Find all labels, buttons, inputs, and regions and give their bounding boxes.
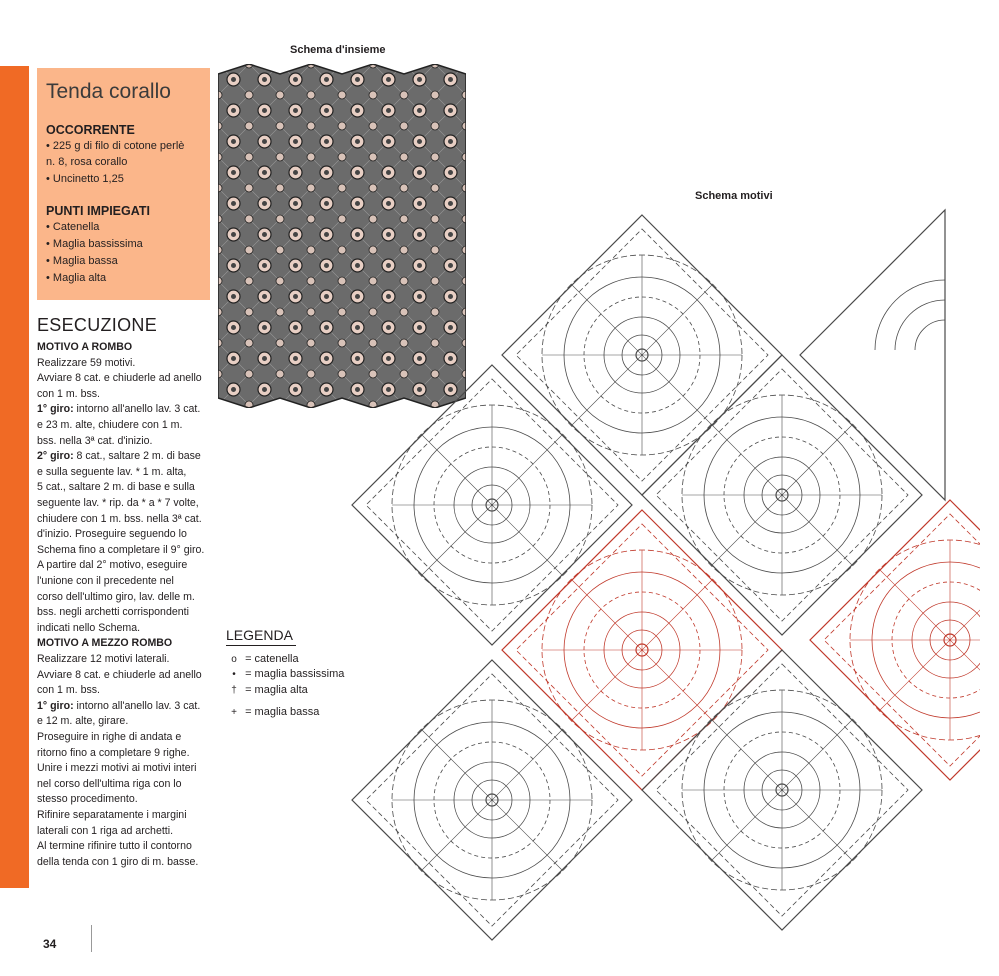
instruction-line: chiudere con 1 m. bss. nella 3ª cat.: [37, 512, 202, 525]
instruction-line: d'inizio. Proseguire seguendo lo: [37, 528, 187, 541]
double-crochet-icon: †: [231, 685, 237, 696]
legend-item: • = maglia bassissima: [226, 668, 344, 680]
instruction-line: e 23 m. alte, chiudere con 1 m.: [37, 419, 183, 431]
instruction-line: indicati nello Schema.: [37, 621, 141, 634]
single-crochet-icon: +: [231, 707, 237, 718]
instruction-line: Schema fino a completare il 9° giro.: [37, 543, 205, 556]
instruction-line: Al termine rifinire tutto il contorno: [37, 840, 192, 853]
instruction-line: 2° giro: 8 cat., saltare 2 m. di base: [37, 450, 201, 463]
legend-title: LEGENDA: [226, 627, 293, 643]
half-diamond-motif: [800, 210, 945, 500]
instruction-line: A partire dal 2° motivo, eseguire: [37, 559, 188, 572]
occorrente-line: • Uncinetto 1,25: [46, 173, 124, 185]
slip-stitch-icon: •: [232, 669, 236, 680]
instruction-line: della tenda con 1 giro di m. basse.: [37, 855, 199, 868]
instruction-line: e sulla seguente lav. * 1 m. alta,: [37, 465, 187, 478]
overview-label: Schema d'insieme: [290, 44, 386, 56]
instruction-line: e 12 m. alte, girare.: [37, 715, 129, 728]
instruction-line: bss. nella 3ª cat. d'inizio.: [37, 434, 153, 447]
instruction-line: MOTIVO A ROMBO: [37, 341, 133, 353]
instruction-line: laterali con 1 riga ad archetti.: [37, 824, 174, 837]
instruction-line: Proseguire in righe di andata e: [37, 731, 182, 743]
execution-title: ESECUZIONE: [37, 315, 158, 335]
punti-line: • Maglia bassa: [46, 255, 118, 267]
legend-item: o = catenella: [226, 653, 299, 665]
side-accent-bar: [0, 66, 29, 888]
diamond-motif-highlighted: [810, 500, 980, 780]
instruction-line: Realizzare 12 motivi laterali.: [37, 653, 170, 665]
instruction-line: stesso procedimento.: [37, 793, 138, 806]
instruction-line: con 1 m. bss.: [37, 684, 100, 697]
motifs-label: Schema motivi: [695, 190, 773, 202]
punti-heading: PUNTI IMPIEGATI: [46, 204, 150, 218]
occorrente-line: • 225 g di filo di cotone perlè: [46, 140, 185, 152]
instruction-line: Realizzare 59 motivi.: [37, 356, 136, 369]
occorrente-line: n. 8, rosa corallo: [46, 156, 128, 168]
instruction-line: MOTIVO A MEZZO ROMBO: [37, 637, 173, 650]
legend-item: + = maglia bassa: [226, 706, 319, 718]
instruction-line: bss. negli archetti corrispondenti: [37, 606, 189, 619]
instruction-line: Unire i mezzi motivi ai motivi interi: [37, 762, 197, 775]
punti-line: • Maglia bassissima: [46, 238, 143, 250]
punti-line: • Maglia alta: [46, 272, 107, 284]
instruction-line: l'unione con il precedente nel: [37, 575, 174, 587]
page-divider: [91, 925, 92, 952]
instruction-line: corso dell'ultimo giro, lav. delle m.: [37, 590, 195, 603]
punti-line: • Catenella: [46, 221, 100, 233]
occorrente-heading: OCCORRENTE: [46, 123, 135, 137]
instruction-line: seguente lav. * rip. da * a * 7 volte,: [37, 497, 199, 509]
chain-stitch-icon: o: [231, 654, 237, 665]
pattern-title: Tenda corallo: [46, 80, 171, 103]
instruction-line: 1° giro: intorno all'anello lav. 3 cat.: [37, 699, 201, 712]
legend-item: † = maglia alta: [226, 684, 308, 696]
legend-divider: [226, 645, 296, 646]
instruction-line: 5 cat., saltare 2 m. di base e sulla: [37, 481, 195, 494]
materials-box: [37, 68, 210, 300]
motifs-diagram: [350, 200, 980, 950]
instruction-line: ritorno fino a completare 9 righe.: [37, 746, 190, 759]
instruction-line: con 1 m. bss.: [37, 387, 100, 400]
page-number: 34: [43, 937, 57, 951]
instruction-line: Avviare 8 cat. e chiuderle ad anello: [37, 372, 202, 385]
instruction-line: nel corso dell'ultima riga con lo: [37, 777, 182, 790]
instruction-line: Rifinire separatamente i margini: [37, 809, 187, 821]
instruction-line: 1° giro: intorno all'anello lav. 3 cat.: [37, 403, 201, 416]
instruction-line: Avviare 8 cat. e chiuderle ad anello: [37, 668, 202, 681]
